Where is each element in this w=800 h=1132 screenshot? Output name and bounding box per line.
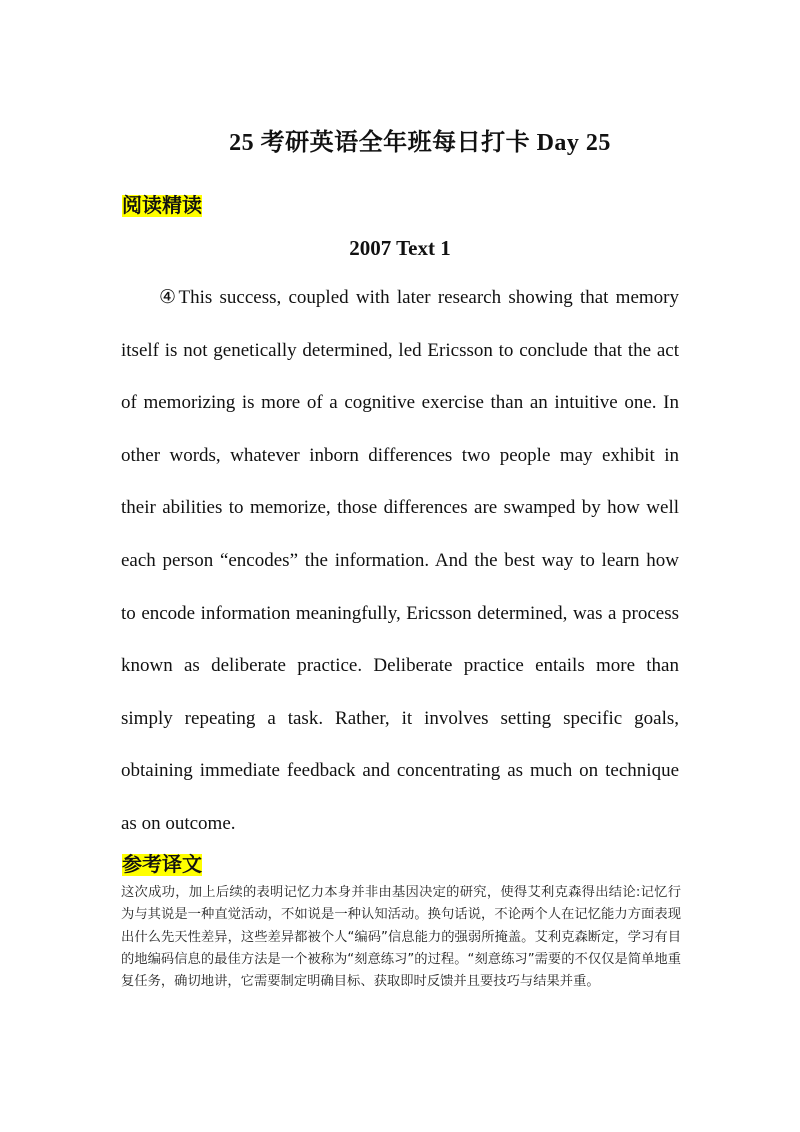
- passage-line: as on outcome.: [121, 812, 236, 834]
- passage-line: obtaining immediate feedback and concentrating as much on technique: [121, 760, 679, 782]
- reading-section-heading: [121, 192, 203, 220]
- passage-line: itself is not genetically determined, led Ericsson to conclude that the act: [121, 339, 679, 361]
- translation-heading-highlight: 参考译文: [122, 854, 202, 876]
- passage-source-title: 2007 Text 1: [349, 236, 451, 260]
- translation-section-heading: [121, 851, 203, 879]
- passage-line: ④This success, coupled with later research showing that memory: [159, 287, 679, 308]
- passage-line: simply repeating a task. Rather, it involves setting specific goals,: [121, 707, 679, 729]
- page-title: 25 考研英语全年班每日打卡 Day 25: [229, 130, 611, 156]
- english-passage: [121, 280, 679, 859]
- reading-heading-highlight: 阅读精读: [122, 195, 202, 217]
- passage-line: to encode information meaningfully, Ericsson determined, was a process: [121, 602, 679, 624]
- passage-line: other words, whatever inborn differences two people may exhibit in: [121, 444, 679, 466]
- passage-line: of memorizing is more of a cognitive exercise than an intuitive one. In: [121, 392, 679, 414]
- passage-line: their abilities to memorize, those differences are swamped by how well: [121, 497, 679, 519]
- passage-line: each person “encodes” the information. And the best way to learn how: [121, 549, 679, 571]
- passage-line: known as deliberate practice. Deliberate practice entails more than: [121, 655, 679, 677]
- chinese-translation: 这次成功，加上后续的表明记忆力本身并非由基因决定的研究，使得艾利克森得出结论:记忆行为与其说是一种直觉活动，不如说是一种认知活动。换句话说，不论两个人在记忆能力方面表现出什么先天性差异，这些差异都被个人“编码”信息能力的强弱所掩盖。艾利克森断定，学习有目的地编码信息的最佳方法是一个被称为“刻意练习”的过程。“刻意练习”需要的不仅仅是简单地重复任务，确切地讲，它需要制定明确目标、获取即时反馈并且要技巧与结果并重。: [121, 885, 681, 990]
